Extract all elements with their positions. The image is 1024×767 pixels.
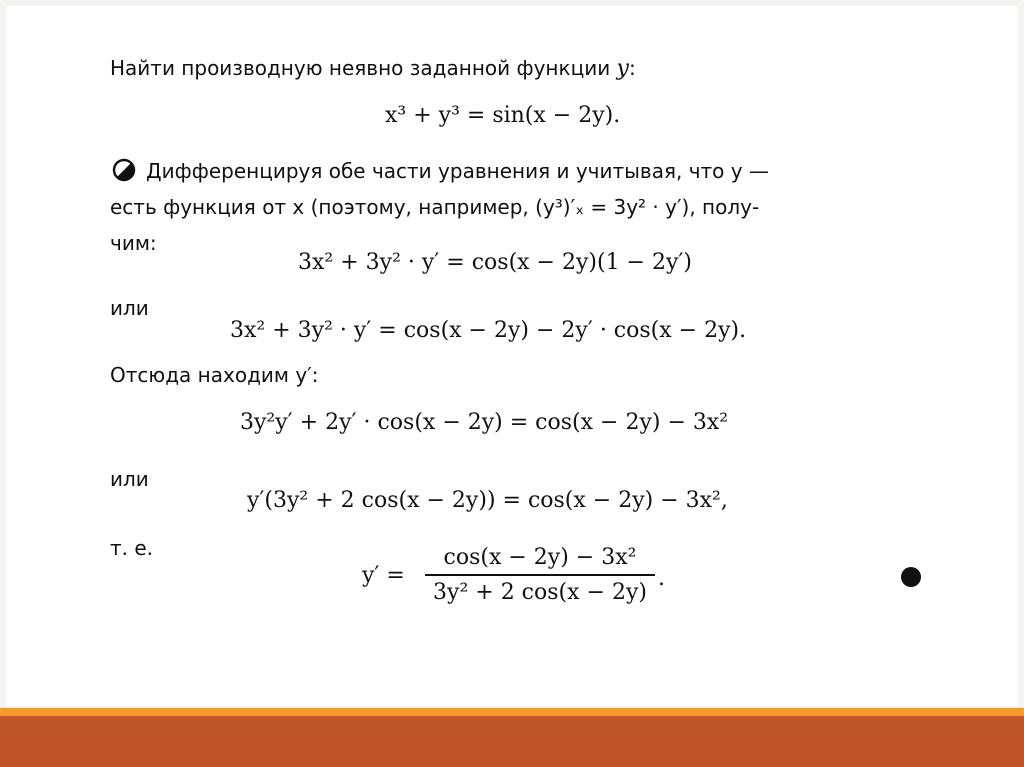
formula-4: y′(3y² + 2 cos(x − 2y)) = cos(x − 2y) − 3x², <box>247 488 728 513</box>
half-filled-circle-icon <box>112 158 136 182</box>
filled-circle-icon <box>901 567 921 587</box>
solution-para1-line2: есть функция от x (поэтому, например, (y³)′ₓ = 3y² · y′), полу- <box>110 195 760 219</box>
footer-accent-bar <box>0 708 1024 716</box>
connector-ie: т. е. <box>110 536 154 560</box>
problem-statement-text: Найти производную неявно заданной функции <box>110 56 611 80</box>
result-end: . <box>658 566 665 591</box>
solution-para1-line3: чим: <box>110 231 157 255</box>
result-denominator: 3y² + 2 cos(x − 2y) <box>433 580 647 605</box>
problem-statement-var: y <box>616 56 629 81</box>
problem-statement-end: : <box>628 56 636 80</box>
result-lhs: y′ = <box>362 563 405 588</box>
footer-bar <box>0 716 1024 767</box>
formula-1: 3x² + 3y² · y′ = cos(x − 2y)(1 − 2y′) <box>298 250 692 275</box>
connector-or-2: или <box>110 467 149 491</box>
problem-equation: x³ + y³ = sin(x − 2y). <box>385 103 621 128</box>
formula-2: 3x² + 3y² · y′ = cos(x − 2y) − 2y′ · cos(x − 2y). <box>230 318 747 343</box>
solution-hence: Отсюда находим y′: <box>110 363 319 387</box>
solution-para1-line1: Дифференцируя обе части уравнения и учитывая, что y — <box>146 159 769 183</box>
result-numerator: cos(x − 2y) − 3x² <box>443 545 637 570</box>
result-fraction <box>425 545 655 606</box>
formula-3: 3y²y′ + 2y′ · cos(x − 2y) = cos(x − 2y) − 3x² <box>240 410 729 435</box>
problem-statement <box>110 55 636 82</box>
connector-or-1: или <box>110 296 149 320</box>
